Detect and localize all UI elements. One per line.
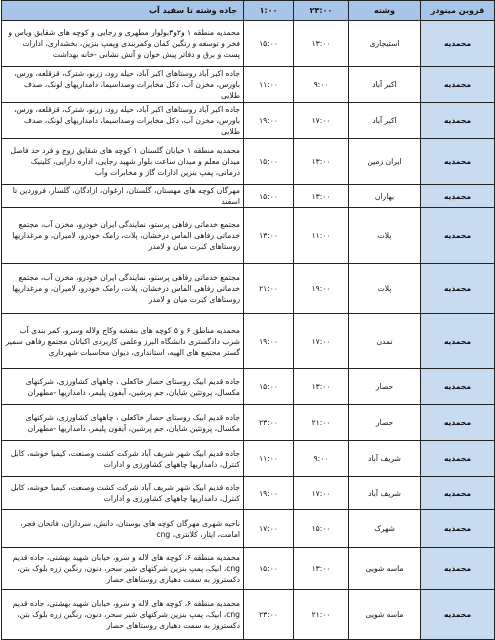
end-time-cell: ۱۵:۰۰ — [244, 139, 294, 185]
end-time-cell: ۱۷:۰۰ — [244, 510, 294, 548]
feeder-cell: بهاران — [349, 185, 421, 208]
table-header-row — [2, 1, 495, 21]
end-time-cell: ۱۵:۰۰ — [244, 185, 294, 208]
table-row — [2, 67, 495, 103]
end-time-cell: ۱۳:۰۰ — [244, 208, 294, 264]
feeder-cell: ماسه شویی — [349, 590, 421, 640]
city-cell: محمدیه — [421, 264, 495, 314]
start-time-cell: ۱۳:۰۰ — [294, 369, 349, 405]
start-time-cell: ۱۷:۰۰ — [294, 477, 349, 510]
area-description-cell: جاده اکبر آباد روستاهای اکبر آباد، حیله رود، زرنو، شترک، قزقلعه، ورس، باورس، مخزن آب، دکل مخابرات وصداسیما، دامداریهای لونک، صدف طلایی — [2, 67, 244, 103]
area-description-cell: جاده قدیم ابیک شهر شریف آباد شرکت کشت وصنعت، کیمیا خوشه، کابل کنترل، دامداریها چاههای کشاورزی و ادارات — [2, 477, 244, 510]
end-time-cell: ۱۹:۰۰ — [244, 103, 294, 139]
city-cell: محمدیه — [421, 103, 495, 139]
end-time-cell: ۱۹:۰۰ — [244, 477, 294, 510]
city-cell: محمدیه — [421, 548, 495, 590]
city-cell: محمدیه — [421, 314, 495, 369]
header-area: جاده وشته تا سفید آب — [2, 1, 244, 21]
header-to: ۱:۰۰ — [244, 1, 294, 21]
city-cell: محمدیه — [421, 185, 495, 208]
table-row — [2, 441, 495, 477]
start-time-cell: ۹:۰۰ — [294, 441, 349, 477]
feeder-cell: شریف آباد — [349, 477, 421, 510]
header-from: ۲۳:۰۰ — [294, 1, 349, 21]
start-time-cell: ۱۷:۰۰ — [294, 103, 349, 139]
feeder-cell: حصار — [349, 405, 421, 441]
end-time-cell: ۱۹:۰۰ — [244, 314, 294, 369]
table-row — [2, 477, 495, 510]
area-description-cell: جاده اکبر آباد روستاهای اکبر آباد، حیله رود، زرنو، شترک، قزقلعه، ورس، باورس، مخزن آب، دکل مخابرات وصداسیما، دامداریهای لونک، صدف طلایی — [2, 103, 244, 139]
table-row — [2, 405, 495, 441]
area-description-cell: محمدیه منطقه ۱ خیابان گلستان ۱ کوچه های شقایق زوج و فرد حد فاصل میدان معلم و میدان ساعت بلوار شهید رجایی، اداره دارایی، کلینیک درمانی، پمپ بنزین ادارات گاز و مخابرات وآب — [2, 139, 244, 185]
start-time-cell: ۲۱:۰۰ — [294, 590, 349, 640]
start-time-cell: ۱۷:۰۰ — [294, 314, 349, 369]
city-cell: محمدیه — [421, 67, 495, 103]
start-time-cell: ۱۱:۰۰ — [294, 208, 349, 264]
header-city: قزوین مینودر — [421, 1, 495, 21]
city-cell: محمدیه — [421, 139, 495, 185]
city-cell: محمدیه — [421, 477, 495, 510]
area-description-cell: جاده قدیم ابیک روستای حصار خاکعلی ، چاههای کشاورزی، شرکتهای مکسال، پروتئین شایان، جم پرشین، آیفون پلیمر، دامداریها -مطهران — [2, 405, 244, 441]
feeder-cell: حصار — [349, 369, 421, 405]
start-time-cell: ۱۵:۰۰ — [294, 510, 349, 548]
area-description-cell: جاده قدیم ابیک روستای حصار خاکعلی ، چاههای کشاورزی، شرکتهای مکسال، پروتئین شایان، جم پرشین، آیفون پلیمر، دامداریها -مطهران — [2, 369, 244, 405]
city-cell: محمدیه — [421, 510, 495, 548]
city-cell: محمدیه — [421, 405, 495, 441]
end-time-cell: ۱۵:۰۰ — [244, 369, 294, 405]
city-cell: محمدیه — [421, 441, 495, 477]
table-row — [2, 139, 495, 185]
city-cell: محمدیه — [421, 21, 495, 67]
feeder-cell: شریف آباد — [349, 441, 421, 477]
end-time-cell: ۲۳:۰۰ — [244, 590, 294, 640]
area-description-cell: محمدیه منطقه ۶، کوچه های لاله و سرو، خیابان شهید بهشتی، جاده قدیم cng، ابیک، پمپ بنزین شرکتهای شیر سحر، دنون، رنگین زره بلوک بتن، دکستروز به سمت دهیاری روستاهای حصار — [2, 548, 244, 590]
city-cell: محمدیه — [421, 590, 495, 640]
start-time-cell: ۱۹:۰۰ — [294, 264, 349, 314]
end-time-cell: ۱۵:۰۰ — [244, 21, 294, 67]
feeder-cell: پلات — [349, 264, 421, 314]
outage-schedule-table — [1, 0, 495, 640]
end-time-cell: ۲۳:۰۰ — [244, 405, 294, 441]
feeder-cell: اکبر آباد — [349, 67, 421, 103]
end-time-cell: ۱۱:۰۰ — [244, 441, 294, 477]
start-time-cell: ۱۳:۰۰ — [294, 21, 349, 67]
area-description-cell: مجتمع خدماتی رفاهی پرستو، نمایندگی ایران خودرو، مخزن آب، مجتمع خدماتی رفاهی الماس درخشان، پلات، رامک خودرو، لامیران، و مرغداریها روستاهای کبرت میان و لامدر — [2, 264, 244, 314]
table-row — [2, 548, 495, 590]
table-row — [2, 510, 495, 548]
feeder-cell: تمدن — [349, 314, 421, 369]
feeder-cell: ماسه شویی — [349, 548, 421, 590]
area-description-cell: مهرگان کوچه های مهستان، گلستان، ارغوان، ازادگان، گلسار، فروردین تا اسفند — [2, 185, 244, 208]
start-time-cell: ۱۳:۰۰ — [294, 548, 349, 590]
end-time-cell: ۱۱:۰۰ — [244, 67, 294, 103]
feeder-cell: ایران زمین — [349, 139, 421, 185]
area-description-cell: ناحیه شهری مهرگان کوچه های بوستان، دانش، سرداران، فاتحان فجر، امامت، ایثار، کلانتری، cng — [2, 510, 244, 548]
feeder-cell: اکبر آباد — [349, 103, 421, 139]
table-row — [2, 264, 495, 314]
area-description-cell: محمدیه منطقه ۱ و۲و۳بولوار مطهری و رجایی و کوچه های شقایق ویاس و فخر و توسعه و رنگین کمان وکمربندی وپمپ بنزین، بخشداری، ادارات پست و برق و دفاتر پیش خوان و آتش نشانی -خانه بهداشت — [2, 21, 244, 67]
header-feeder: وشته — [349, 1, 421, 21]
city-cell: محمدیه — [421, 208, 495, 264]
table-row — [2, 103, 495, 139]
end-time-cell: ۲۱:۰۰ — [244, 264, 294, 314]
start-time-cell: ۱۳:۰۰ — [294, 139, 349, 185]
start-time-cell: ۱۳:۰۰ — [294, 185, 349, 208]
table-row — [2, 208, 495, 264]
feeder-cell: استیجاری — [349, 21, 421, 67]
feeder-cell: شهرک — [349, 510, 421, 548]
area-description-cell: محمدیه منطقه ۶، کوچه های لاله و سرو، خیابان شهید بهشتی، جاده قدیم cng، ابیک، پمپ بنزین شرکتهای شیر سحر، دنون، رنگین زره بلوک بتن، دکستروز به سمت دهیاری روستاهای حصار — [2, 590, 244, 640]
table-row — [2, 185, 495, 208]
table-row — [2, 369, 495, 405]
table-row — [2, 314, 495, 369]
area-description-cell: مجتمع خدماتی رفاهی پرستو، نمایندگی ایران خودرو، مخزن آب، مجتمع خدماتی رفاهی الماس درخشان، پلات، رامک خودرو، لامیران، و مرغداریها روستاهای کبرت میان و لامدر — [2, 208, 244, 264]
table-row — [2, 590, 495, 640]
end-time-cell: ۱۵:۰۰ — [244, 548, 294, 590]
table-row — [2, 21, 495, 67]
area-description-cell: محمدیه مناطق ۶ و ۵ کوچه های بنفشه وکاج ولاله وسرو، کمر بندی آب شرب دادگستری دانشگاه البرز وعلمی کاربردی اکباتان مجتمع رفاهی سمیر گستر مجتمع های الهیه، استانداری، دیوان محاسبات شهرداری — [2, 314, 244, 369]
city-cell: محمدیه — [421, 369, 495, 405]
feeder-cell: پلات — [349, 208, 421, 264]
start-time-cell: ۲۱:۰۰ — [294, 405, 349, 441]
start-time-cell: ۹:۰۰ — [294, 67, 349, 103]
area-description-cell: جاده قدیم ابیک شهر شریف آباد شرکت کشت وصنعت، کیمیا خوشه، کابل کنترل، دامداریها چاههای کشاورزی و ادارات — [2, 441, 244, 477]
